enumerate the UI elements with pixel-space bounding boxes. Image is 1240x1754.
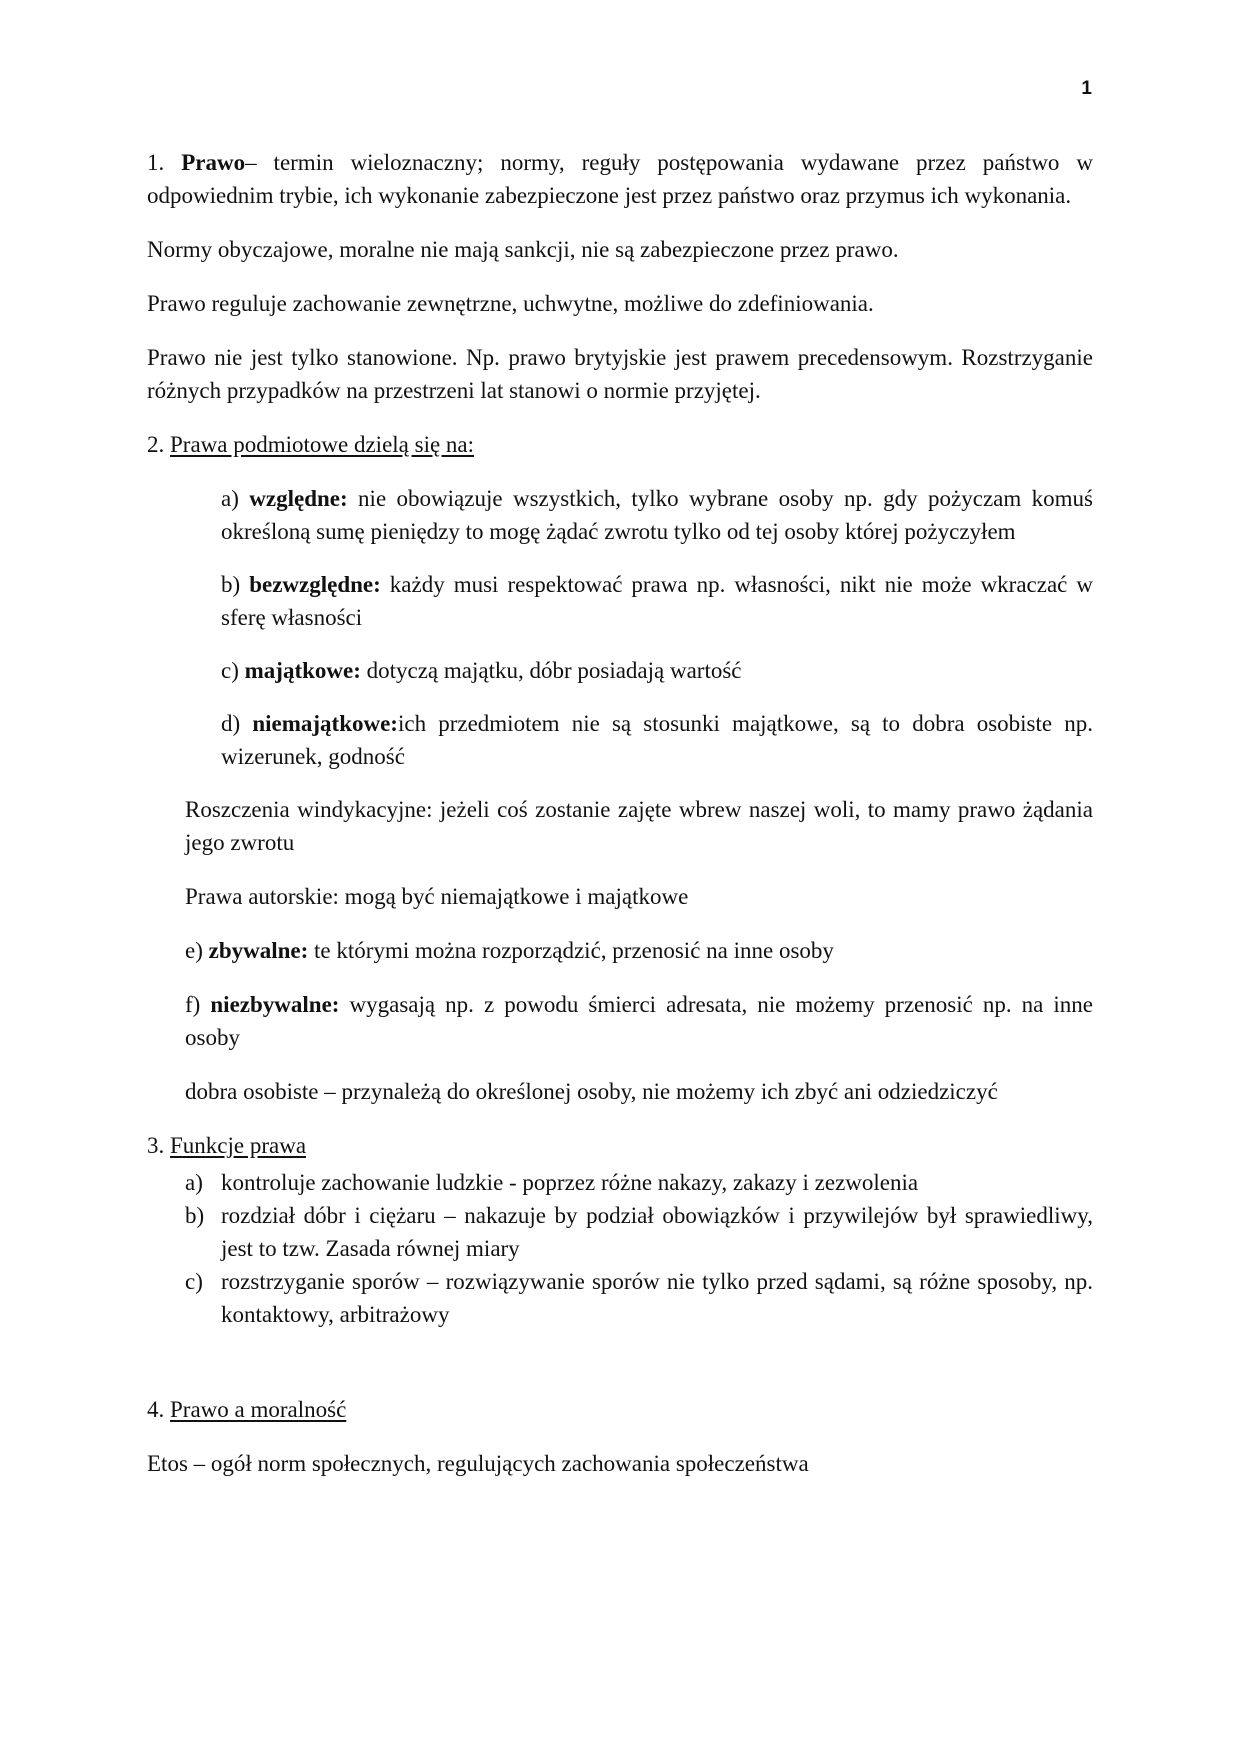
list-item bbox=[185, 1265, 1093, 1331]
list-text: wygasają np. z powodu śmierci adresata, nie możemy przenosić np. na inne osoby bbox=[185, 992, 1094, 1050]
list-term: majątkowe: bbox=[244, 658, 361, 683]
list-text: rozdział dóbr i ciężaru – nakazuje by podział obowiązków i przywilejów był sprawiedliwy, jest to tzw. Zasada równej miary bbox=[221, 1203, 1093, 1261]
list-text: ich przedmiotem nie są stosunki majątkowe, są to dobra osobiste np. wizerunek, godność bbox=[221, 711, 1093, 769]
list-text: te którymi można rozporządzić, przenosić na inne osoby bbox=[308, 938, 834, 963]
list-marker: b) bbox=[185, 1203, 205, 1228]
section4-number: 4. bbox=[147, 1397, 165, 1422]
note-paragraph: Prawa autorskie: mogą być niemajątkowe i majątkowe bbox=[185, 884, 689, 909]
section4-heading bbox=[147, 1393, 1093, 1426]
list-text: rozstrzyganie sporów – rozwiązywanie sporów nie tylko przed sądami, są różne sposoby, np. kontaktowy, arbitrażowy bbox=[221, 1269, 1093, 1327]
section2-heading-text: Prawa podmiotowe dzielą się na: bbox=[170, 432, 475, 457]
list-marker: a) bbox=[221, 486, 239, 511]
list-marker: c) bbox=[221, 658, 239, 683]
list-item bbox=[185, 1166, 1093, 1199]
list-marker: e) bbox=[185, 938, 203, 963]
section2-heading bbox=[147, 428, 1093, 461]
section1-para3: Prawo nie jest tylko stanowione. Np. prawo brytyjskie jest prawem precedensowym. Rozstrzyganie różnych przypadków na przestrzeni lat stanowi o normie przyjętej. bbox=[147, 345, 1093, 403]
section3-heading bbox=[147, 1129, 1093, 1162]
section4-heading-text: Prawo a moralność bbox=[170, 1397, 347, 1422]
list-term: bezwzględne: bbox=[249, 572, 381, 597]
section1-para2: Prawo reguluje zachowanie zewnętrzne, uchwytne, możliwe do zdefiniowania. bbox=[147, 291, 874, 316]
list-item bbox=[221, 707, 1093, 773]
list-item bbox=[185, 934, 1093, 967]
list-term: względne: bbox=[249, 486, 348, 511]
list-marker: a) bbox=[185, 1170, 203, 1195]
list-text: każdy musi respektować prawa np. własności, nikt nie może wkraczać w sferę własności bbox=[221, 572, 1094, 630]
section1-number: 1. bbox=[147, 150, 165, 175]
list-marker: c) bbox=[185, 1269, 203, 1294]
list-item bbox=[221, 482, 1093, 548]
list-item bbox=[185, 988, 1093, 1054]
list-item bbox=[221, 654, 1093, 687]
list-term: zbywalne: bbox=[208, 938, 309, 963]
note-paragraph: Roszczenia windykacyjne: jeżeli coś zostanie zajęte wbrew naszej woli, to mamy prawo żądania jego zwrotu bbox=[185, 797, 1093, 855]
list-term: niezbywalne: bbox=[210, 992, 340, 1017]
list-text: kontroluje zachowanie ludzkie - poprzez różne nakazy, zakazy i zezwolenia bbox=[221, 1170, 919, 1195]
section2-notes bbox=[185, 793, 1093, 1108]
list-marker: d) bbox=[221, 711, 241, 736]
section1-term: Prawo bbox=[181, 150, 246, 175]
list-marker: f) bbox=[185, 992, 201, 1017]
section1-para1: Normy obyczajowe, moralne nie mają sankcji, nie są zabezpieczone przez prawo. bbox=[147, 237, 899, 262]
list-marker: b) bbox=[221, 572, 241, 597]
list-term: niemajątkowe: bbox=[252, 711, 398, 736]
section1-definition bbox=[147, 146, 1093, 212]
list-item bbox=[185, 1199, 1093, 1265]
section2-number: 2. bbox=[147, 432, 165, 457]
document-body bbox=[147, 146, 1093, 1501]
section3-number: 3. bbox=[147, 1133, 165, 1158]
section2-list bbox=[221, 482, 1093, 773]
list-item bbox=[221, 568, 1093, 634]
list-text: nie obowiązuje wszystkich, tylko wybrane osoby np. gdy pożyczam komuś określoną sumę pieniędzy to mogę żądać zwrotu tylko od tej osoby której pożyczyłem bbox=[221, 486, 1093, 544]
section3-heading-text: Funkcje prawa bbox=[170, 1133, 307, 1158]
page-number: 1 bbox=[1081, 78, 1092, 99]
section3-list bbox=[185, 1166, 1093, 1331]
note-paragraph: dobra osobiste – przynależą do określonej osoby, nie możemy ich zbyć ani odziedziczyć bbox=[185, 1079, 998, 1104]
section4-para1: Etos – ogół norm społecznych, regulujących zachowania społeczeństwa bbox=[147, 1451, 809, 1476]
section1-definition-text: – termin wieloznaczny; normy, reguły postępowania wydawane przez państwo w odpowiednim trybie, ich wykonanie zabezpieczone jest przez państwo oraz przymus ich wykonania. bbox=[147, 150, 1094, 208]
list-text: dotyczą majątku, dóbr posiadają wartość bbox=[360, 658, 742, 683]
